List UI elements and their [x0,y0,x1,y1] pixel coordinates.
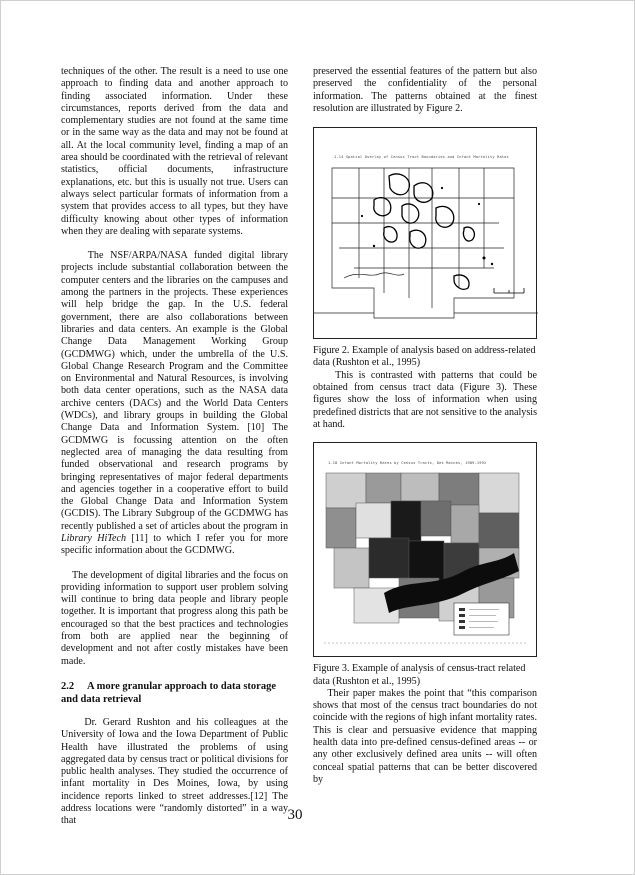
section-title: A more granular approach to data storage and data retrieval [61,680,276,705]
figure-3-map-graphic [314,443,538,656]
right-paragraph-3-text: Their paper makes the point that “this comparison shows that most of the census tract boundaries do not coincide with the regions of high infant mortality rates. This is clear and persuasive evidence that mapping health data into pre-defined census-defined areas -- or any other exclusively defined area units -- will often conceal spatial patterns that can be better discovered by [313,687,537,785]
journal-title: Library HiTech [61,532,127,544]
figure-2-inner-title: 1.14 Spatial Overlay of Census Tract Boundaries and Infant Mortality Rates [334,155,509,160]
right-paragraph-2 [313,370,537,431]
gcdmwg-text: The NSF/ARPA/NASA funded digital library projects include substantial collaboration between the computer centers and the libraries on the campuses and among the partners in the projects. These experiences will help bridge the gap. In the U.S. federal government, there are also collaborations between libraries and data centers. An example is the Global Change Data Management Working Group (GCDMWG) which, under the umbrella of the U.S. Global Change Research Program and the Committee on Environmental and Natural Resources, is involving both data center operations, such as the NASA data archive centers (DACs) and the World Data Centers (WDCs), and library groups in building the Global Change Data and Information System. [10] The GCDMWG is focussing attention on the often neglected area of managing the data resulting from funded observational and research programs by bringing representatives of major federal departments and agencies together in a cooperative effort to build the Global Change Data and Information System (GCDIS). The Library Subgroup of the GCDMWG has recently published a set of articles about the program in [61,250,288,532]
left-column [61,66,288,828]
right-paragraph-2-text: This is contrasted with patterns that could be obtained from census tract data (Figure 3). These figures show the loss of information when using predefined districts that are not sensitive to the analysis at hand. [313,369,538,430]
figure-2-map [313,127,537,339]
left-paragraph-3-text: The development of digital libraries and the focus on providing information to support user problem solving will continue to bring data people and library people together. It is important that progress along this path be encouraged so that the best practices and technologies from both are applied near the beginning of development and not after costly mistakes have been made. [61,569,288,667]
left-paragraph-2 [61,250,288,557]
figure-2-map-graphic [314,128,538,338]
figure-3-caption: Figure 3. Example of analysis of census-tract related data (Rushton et al., 1995) [313,663,526,687]
left-paragraph-1: techniques of the other. The result is a need to use one approach to finding data and another approach to finding associated information. Under these circumstances, reports derived from the data and complementary studies are not found at the same time or in the same way as the data and may not be found at all. At the local community level, finding a map of an area should be coordinated with the retrieval of relevant statistics, official documents, infrastructure explanations, etc. but this is usually not true. Users can always select particular formats of information from a system that provides access to all types, but they have difficulty knowing about other types of information when they are dealing with separate systems. [61,66,288,237]
section-heading [61,680,288,706]
section-number: 2.2 [61,680,75,692]
page-number: 30 [287,807,303,823]
right-paragraph-3 [313,688,537,786]
left-paragraph-4-text: Dr. Gerard Rushton and his colleagues at the University of Iowa and the Iowa Department of Public Health have illustrated the problems of using aggregated data by census tract or political divisions for public health analyses. They studied the occurrence of infant mortality in Des Moines, Iowa, by using incidence reports linked to street addresses.[12] The address locations were “randomly distorted” in a way that [61,716,288,827]
figure-3-inner-title: 1.18 Infant Mortality Rates by Census Tracts, Des Moines, 1989-1992 [328,461,487,466]
figure-2-caption: Figure 2. Example of analysis based on address-related data (Rushton et al., 1995) [313,345,536,369]
left-paragraph-3 [61,570,288,668]
right-paragraph-1: preserved the essential features of the pattern but also preserved the confidentiality of the personal information. The patterns obtained at the finest resolution are illustrated by Figure 2. [313,66,537,114]
figure-3-map [313,442,537,657]
gcdmwg-text-end: [11] to which I refer you for more specific information about the GCDMWG. [61,532,288,557]
right-column [313,66,537,786]
